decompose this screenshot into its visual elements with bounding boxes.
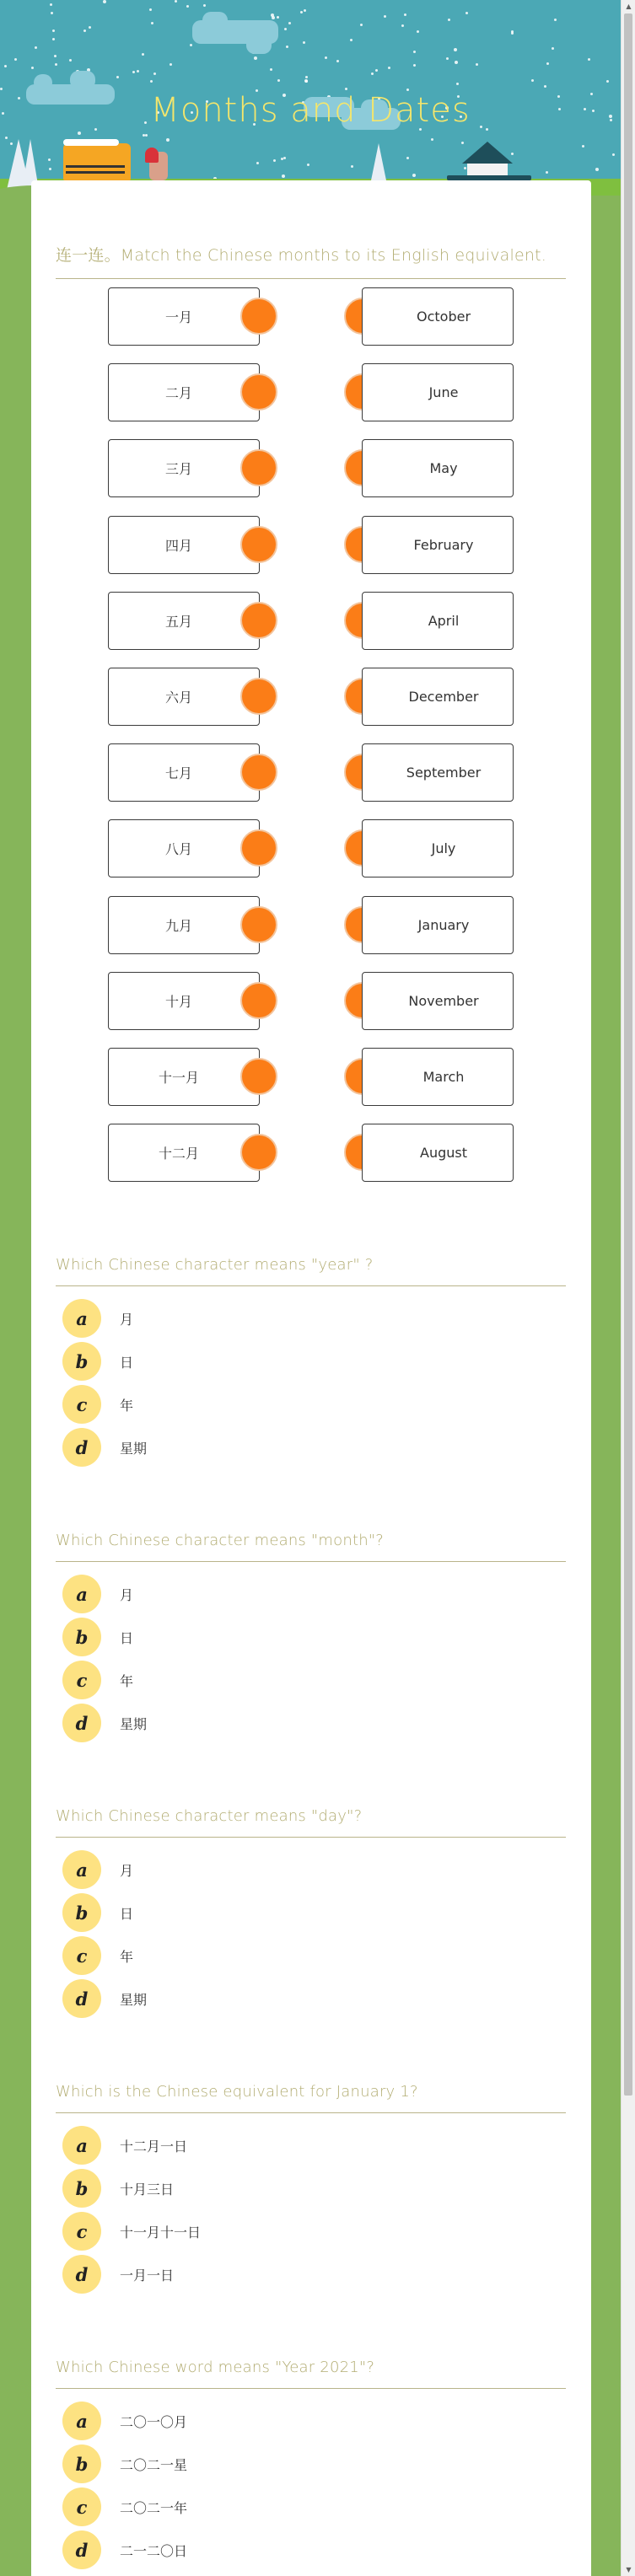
snowflake bbox=[345, 88, 347, 90]
chinese-month-card[interactable] bbox=[108, 668, 260, 726]
answer-option[interactable] bbox=[62, 1298, 133, 1339]
snowflake bbox=[51, 12, 53, 14]
english-month-card[interactable] bbox=[362, 668, 514, 726]
answer-option[interactable] bbox=[62, 1617, 133, 1657]
option-text: 年 bbox=[120, 1948, 134, 1965]
snowflake bbox=[371, 72, 374, 75]
snowflake bbox=[448, 19, 450, 21]
chinese-month-card[interactable] bbox=[108, 287, 260, 346]
option-letter-badge[interactable]: a bbox=[62, 2402, 101, 2440]
answer-option[interactable] bbox=[62, 2401, 187, 2441]
house-roof bbox=[462, 142, 513, 164]
chinese-month-label: 九月 bbox=[164, 917, 192, 934]
snowflake bbox=[277, 16, 279, 19]
option-letter-badge[interactable]: c bbox=[62, 1936, 101, 1975]
option-letter-badge[interactable]: c bbox=[62, 2212, 101, 2251]
snowflake bbox=[132, 71, 135, 73]
snowflake bbox=[54, 55, 57, 57]
match-connector-left[interactable] bbox=[240, 298, 277, 335]
chinese-month-card[interactable] bbox=[108, 592, 260, 650]
question-prompt: Which is the Chinese equivalent for January 1? bbox=[56, 2083, 418, 2101]
snowflake bbox=[4, 65, 7, 67]
header-banner bbox=[0, 0, 621, 196]
option-text: 年 bbox=[120, 1672, 134, 1689]
english-month-label: February bbox=[413, 536, 474, 553]
answer-option[interactable] bbox=[62, 1660, 133, 1700]
option-text: 一月一日 bbox=[120, 2267, 175, 2284]
snowflake bbox=[511, 32, 514, 35]
snowflake bbox=[286, 46, 288, 48]
answer-option[interactable] bbox=[62, 1384, 133, 1425]
option-letter-badge[interactable]: d bbox=[62, 1979, 101, 2018]
answer-option[interactable] bbox=[62, 2211, 201, 2251]
snowflake bbox=[103, 0, 106, 3]
snowflake bbox=[69, 59, 72, 62]
chinese-month-card[interactable] bbox=[108, 516, 260, 574]
match-connector-left[interactable] bbox=[240, 602, 277, 639]
snowflake bbox=[186, 5, 189, 8]
worksheet-panel bbox=[31, 180, 591, 2576]
english-month-label: October bbox=[416, 309, 471, 325]
snowflake bbox=[284, 28, 287, 30]
question-prompt: Which Chinese character means "year" ? bbox=[56, 1256, 374, 1274]
cloud bbox=[246, 34, 272, 54]
option-text: 年 bbox=[120, 1397, 134, 1414]
snowflake bbox=[203, 4, 206, 7]
cloud bbox=[70, 71, 95, 89]
snowflake bbox=[116, 76, 119, 78]
snowflake bbox=[375, 69, 378, 72]
snowflake bbox=[52, 30, 55, 32]
chinese-month-label: 二月 bbox=[164, 385, 192, 402]
snowflake bbox=[554, 19, 557, 21]
snowflake bbox=[413, 51, 416, 53]
chinese-month-card[interactable] bbox=[108, 743, 260, 802]
snowflake bbox=[552, 47, 554, 50]
chinese-month-label: 七月 bbox=[164, 765, 192, 782]
snowflake bbox=[48, 158, 51, 161]
snowflake bbox=[384, 15, 386, 18]
answer-option[interactable] bbox=[62, 1849, 133, 1890]
snowflake bbox=[350, 39, 352, 41]
snowflake bbox=[446, 57, 449, 60]
chinese-month-label: 十一月 bbox=[158, 1070, 199, 1086]
chinese-month-label: 六月 bbox=[164, 690, 192, 706]
bus-stripe bbox=[66, 171, 125, 174]
match-connector-left[interactable] bbox=[240, 829, 277, 867]
answer-option[interactable] bbox=[62, 1341, 133, 1382]
english-month-card[interactable] bbox=[362, 896, 514, 954]
option-text: 星期 bbox=[120, 1440, 148, 1457]
snowflake bbox=[0, 88, 3, 90]
option-letter-badge[interactable]: d bbox=[62, 1704, 101, 1742]
snowflake bbox=[277, 79, 280, 82]
snowflake bbox=[254, 56, 257, 60]
option-text: 月 bbox=[120, 1586, 134, 1603]
option-letter-badge[interactable]: a bbox=[62, 1575, 101, 1613]
english-month-card[interactable] bbox=[362, 363, 514, 421]
snowflake bbox=[282, 174, 285, 178]
answer-option[interactable] bbox=[62, 1703, 147, 1743]
english-month-label: August bbox=[420, 1145, 467, 1162]
snowflake bbox=[31, 67, 34, 69]
match-connector-left[interactable] bbox=[240, 1134, 277, 1171]
english-month-label: December bbox=[408, 689, 479, 705]
snowflake bbox=[150, 80, 153, 83]
snowflake bbox=[413, 64, 416, 67]
english-month-label: November bbox=[408, 992, 479, 1009]
snowflake bbox=[270, 68, 272, 71]
snowflake bbox=[52, 38, 55, 40]
question-prompt: Which Chinese word means "Year 2021"? bbox=[56, 2359, 375, 2376]
option-text: 二〇二一年 bbox=[120, 2499, 188, 2516]
option-letter-badge[interactable]: a bbox=[62, 2126, 101, 2165]
chinese-month-card[interactable] bbox=[108, 363, 260, 421]
snowflake bbox=[546, 62, 549, 65]
english-month-label: April bbox=[428, 612, 460, 629]
english-month-card[interactable] bbox=[362, 287, 514, 346]
snowflake bbox=[50, 3, 52, 6]
snowflake bbox=[288, 22, 291, 24]
snowflake bbox=[166, 138, 170, 142]
option-letter-badge[interactable]: d bbox=[62, 2530, 101, 2569]
snowflake bbox=[170, 63, 172, 66]
snowflake bbox=[412, 174, 416, 177]
answer-option[interactable] bbox=[62, 2125, 187, 2165]
option-letter-badge[interactable]: b bbox=[62, 1618, 101, 1656]
chinese-month-label: 三月 bbox=[164, 461, 192, 478]
english-month-label: May bbox=[429, 460, 458, 477]
option-letter-badge[interactable]: b bbox=[62, 2169, 101, 2208]
divider bbox=[56, 1561, 566, 1562]
option-text: 十一月十一日 bbox=[120, 2224, 202, 2241]
snowflake bbox=[14, 58, 17, 61]
english-month-card[interactable] bbox=[362, 1124, 514, 1182]
option-letter-badge[interactable]: c bbox=[62, 1385, 101, 1424]
chinese-month-card[interactable] bbox=[108, 439, 260, 497]
snowflake bbox=[325, 56, 327, 59]
divider bbox=[56, 2388, 566, 2389]
option-text: 日 bbox=[120, 1354, 134, 1371]
english-month-card[interactable] bbox=[362, 439, 514, 497]
option-text: 十二月一日 bbox=[120, 2138, 188, 2155]
divider bbox=[56, 1285, 566, 1286]
snowflake bbox=[49, 168, 51, 170]
scroll-thumb[interactable] bbox=[624, 13, 632, 2096]
match-connector-left[interactable] bbox=[240, 678, 277, 715]
match-connector-left[interactable] bbox=[240, 1058, 277, 1095]
chinese-month-card[interactable] bbox=[108, 819, 260, 877]
snowflake bbox=[300, 11, 303, 13]
match-connector-left[interactable] bbox=[240, 754, 277, 791]
snowflake bbox=[175, 0, 177, 3]
chinese-month-label: 一月 bbox=[164, 309, 192, 325]
snowflake bbox=[465, 12, 468, 14]
option-text: 日 bbox=[120, 1629, 134, 1646]
snowflake bbox=[307, 164, 309, 166]
snowflake bbox=[283, 157, 286, 159]
match-connector-left[interactable] bbox=[240, 449, 277, 486]
option-letter-badge[interactable]: b bbox=[62, 1342, 101, 1381]
snowflake bbox=[431, 138, 433, 141]
answer-option[interactable] bbox=[62, 1574, 133, 1614]
snowflake bbox=[351, 165, 353, 168]
option-letter-badge[interactable]: d bbox=[62, 2255, 101, 2294]
option-text: 星期 bbox=[120, 1991, 148, 2008]
scroll-up-arrow-icon[interactable]: ▲ bbox=[626, 3, 632, 10]
tree-icon bbox=[371, 143, 386, 180]
option-letter-badge[interactable]: d bbox=[62, 1428, 101, 1467]
snowflake bbox=[151, 22, 153, 24]
snowflake bbox=[149, 8, 152, 11]
snowflake bbox=[401, 24, 404, 27]
scroll-down-arrow-icon[interactable]: ▼ bbox=[626, 2566, 632, 2573]
answer-option[interactable] bbox=[62, 1892, 133, 1933]
option-text: 十月三日 bbox=[120, 2181, 175, 2198]
answer-option[interactable] bbox=[62, 1978, 147, 2019]
english-month-card[interactable] bbox=[362, 972, 514, 1030]
snowflake bbox=[531, 79, 534, 82]
snowflake bbox=[305, 80, 308, 83]
snowflake bbox=[256, 162, 259, 164]
snowflake bbox=[454, 48, 457, 51]
snowflake bbox=[304, 9, 306, 12]
bus-stripe bbox=[66, 165, 125, 168]
snowflake bbox=[137, 70, 139, 72]
snowflake bbox=[404, 13, 406, 16]
divider bbox=[56, 278, 566, 279]
matching-instruction: 连一连。Match the Chinese months to its English equivalent. bbox=[56, 246, 547, 265]
divider bbox=[56, 1837, 566, 1838]
english-month-card[interactable] bbox=[362, 1048, 514, 1106]
match-connector-left[interactable] bbox=[240, 906, 277, 943]
snowflake bbox=[305, 76, 308, 78]
english-month-card[interactable] bbox=[362, 819, 514, 877]
snowflake bbox=[406, 157, 409, 159]
chinese-month-card[interactable] bbox=[108, 1048, 260, 1106]
option-letter-badge[interactable]: c bbox=[62, 1661, 101, 1699]
snowflake bbox=[145, 134, 148, 137]
answer-option[interactable] bbox=[62, 1427, 147, 1468]
option-letter-badge[interactable]: a bbox=[62, 1299, 101, 1338]
english-month-card[interactable] bbox=[362, 516, 514, 574]
snowflake bbox=[455, 61, 458, 64]
option-text: 二〇二一星 bbox=[120, 2456, 188, 2473]
chinese-month-label: 四月 bbox=[164, 537, 192, 554]
option-text: 月 bbox=[120, 1862, 134, 1879]
snowflake bbox=[271, 13, 274, 17]
match-connector-left[interactable] bbox=[240, 526, 277, 563]
question-prompt: Which Chinese character means "day"? bbox=[56, 1807, 363, 1825]
snowflake bbox=[55, 63, 57, 66]
snowflake bbox=[546, 171, 548, 174]
answer-option[interactable] bbox=[62, 2444, 187, 2484]
snowflake bbox=[417, 30, 419, 33]
snowflake bbox=[190, 44, 192, 46]
answer-option[interactable] bbox=[62, 2254, 174, 2294]
snowflake bbox=[78, 131, 81, 135]
snowflake bbox=[273, 159, 276, 162]
snowflake bbox=[388, 67, 390, 69]
english-month-card[interactable] bbox=[362, 743, 514, 802]
option-text: 二〇一〇月 bbox=[120, 2413, 188, 2430]
english-month-card[interactable] bbox=[362, 592, 514, 650]
bus-snow-roof bbox=[63, 139, 119, 146]
english-month-label: January bbox=[417, 916, 470, 933]
snowflake bbox=[336, 60, 339, 62]
divider bbox=[56, 2112, 566, 2113]
snowflake bbox=[153, 72, 156, 75]
snowflake bbox=[606, 80, 609, 83]
snowflake bbox=[35, 46, 37, 49]
snowflake bbox=[464, 167, 466, 169]
snowflake bbox=[588, 58, 590, 61]
option-letter-badge[interactable]: b bbox=[62, 1893, 101, 1932]
option-text: 星期 bbox=[120, 1715, 148, 1732]
chinese-month-label: 十月 bbox=[164, 993, 192, 1010]
option-text: 月 bbox=[120, 1311, 134, 1328]
snowflake bbox=[476, 63, 478, 66]
santa-hat-icon bbox=[145, 148, 159, 163]
match-connector-left[interactable] bbox=[240, 373, 277, 411]
snowflake bbox=[83, 30, 86, 32]
chinese-month-card[interactable] bbox=[108, 896, 260, 954]
answer-option[interactable] bbox=[62, 2530, 187, 2570]
option-text: 二一二〇日 bbox=[120, 2542, 188, 2559]
option-letter-badge[interactable]: b bbox=[62, 2445, 101, 2483]
chinese-month-card[interactable] bbox=[108, 1124, 260, 1182]
answer-option[interactable] bbox=[62, 1935, 133, 1976]
snowflake bbox=[142, 53, 144, 56]
cloud bbox=[202, 12, 228, 29]
match-connector-left[interactable] bbox=[240, 982, 277, 1019]
answer-option[interactable] bbox=[62, 2487, 187, 2527]
english-month-label: September bbox=[406, 765, 482, 781]
page-title: Months and Dates bbox=[150, 91, 471, 130]
question-prompt: Which Chinese character means "month"? bbox=[56, 1532, 385, 1549]
snowflake bbox=[595, 168, 599, 171]
option-text: 日 bbox=[120, 1905, 134, 1922]
snowflake bbox=[360, 24, 363, 26]
option-letter-badge[interactable]: a bbox=[62, 1850, 101, 1889]
snowflake bbox=[456, 83, 459, 85]
snowflake bbox=[612, 153, 615, 156]
cloud bbox=[34, 74, 52, 91]
answer-option[interactable] bbox=[62, 2168, 174, 2208]
school-bus-icon bbox=[63, 143, 131, 180]
snowflake bbox=[303, 41, 305, 44]
option-letter-badge[interactable]: c bbox=[62, 2487, 101, 2526]
chinese-month-label: 十二月 bbox=[158, 1146, 199, 1162]
english-month-label: July bbox=[431, 840, 456, 857]
snowflake bbox=[143, 134, 145, 137]
vertical-scrollbar[interactable] bbox=[621, 0, 635, 2576]
snowflake bbox=[582, 145, 584, 148]
chinese-month-label: 五月 bbox=[164, 613, 192, 630]
english-month-label: March bbox=[422, 1069, 465, 1085]
snowflake bbox=[544, 85, 546, 88]
chinese-month-card[interactable] bbox=[108, 972, 260, 1030]
english-month-label: June bbox=[428, 384, 459, 401]
snowflake bbox=[89, 26, 91, 29]
chinese-month-label: 八月 bbox=[164, 841, 192, 858]
